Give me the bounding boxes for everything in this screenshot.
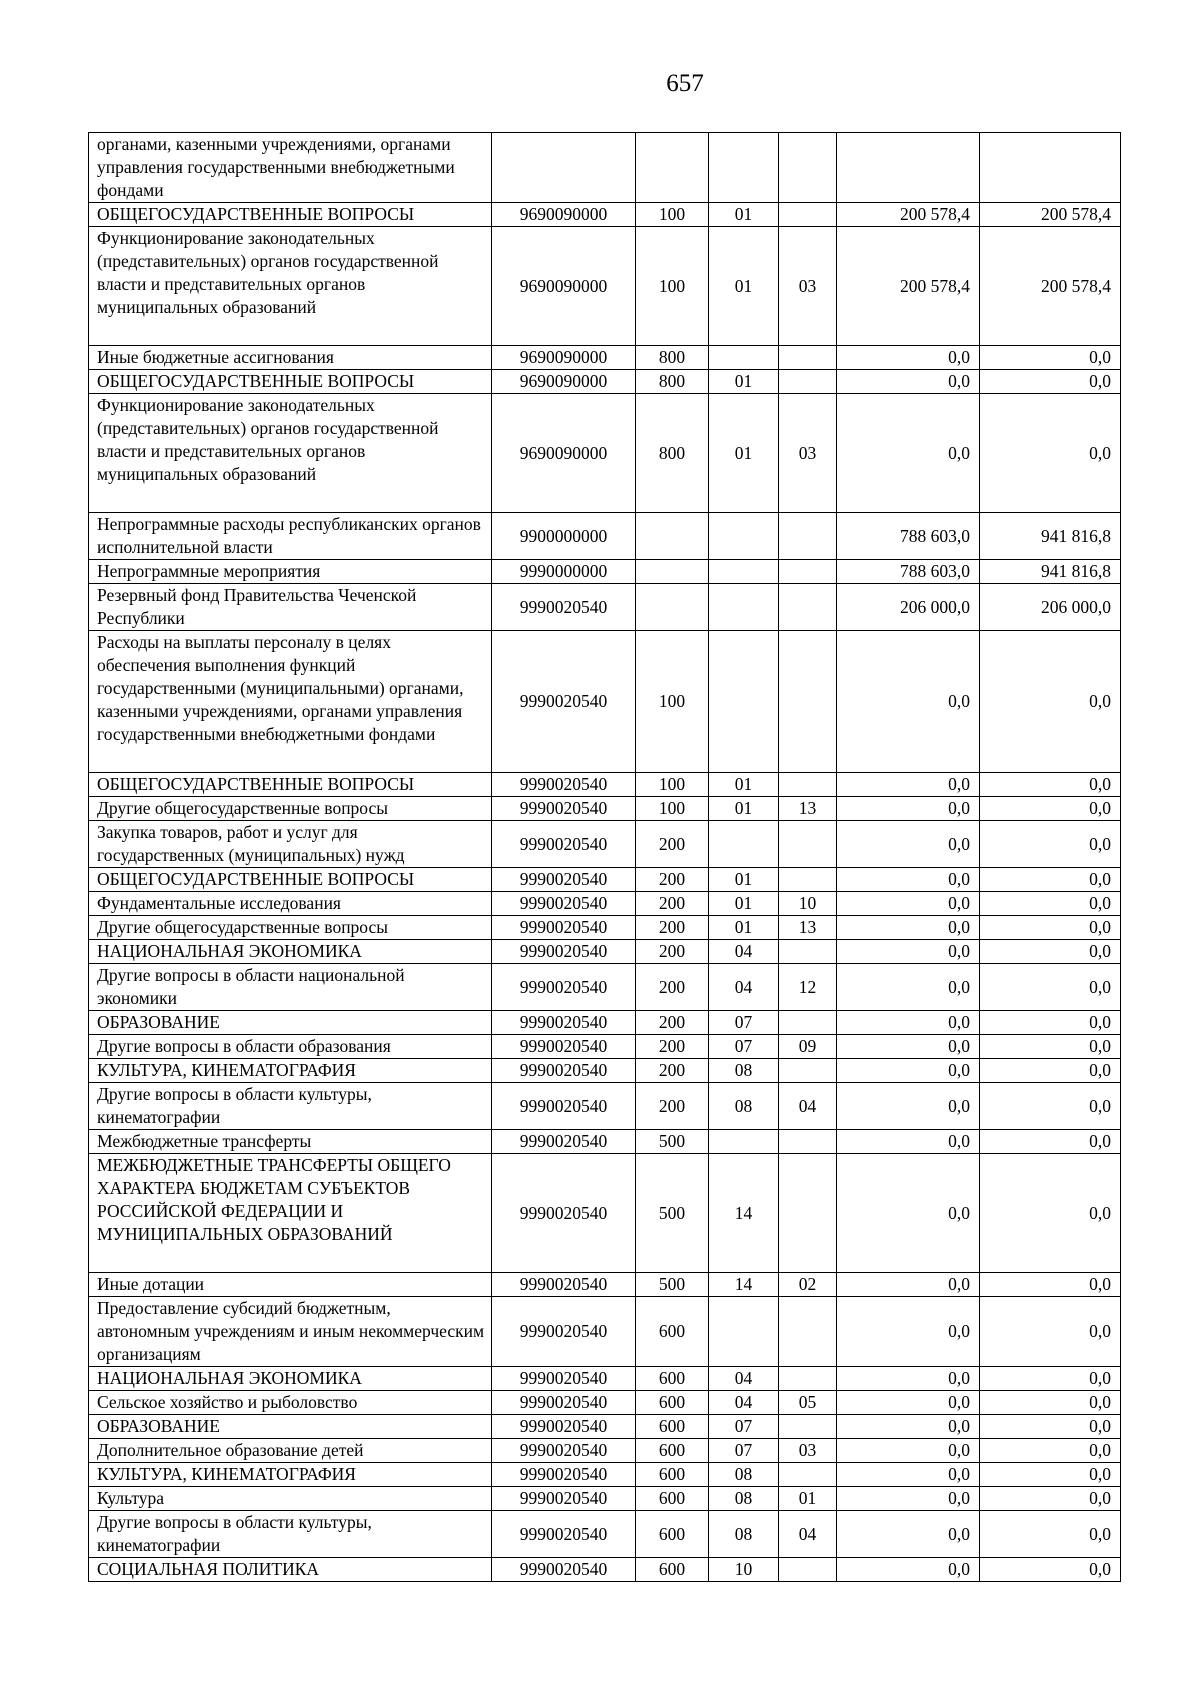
cell-subsection: 09 bbox=[779, 1035, 837, 1059]
cell-subsection: 10 bbox=[779, 892, 837, 916]
page-number: 657 bbox=[666, 70, 704, 97]
cell-amount-year-1: 0,0 bbox=[837, 394, 980, 513]
cell-expense-type: 600 bbox=[636, 1367, 709, 1391]
cell-expense-type: 600 bbox=[636, 1297, 709, 1367]
table-row bbox=[89, 1511, 1121, 1558]
cell-section: 08 bbox=[709, 1059, 779, 1083]
cell-name: органами, казенными учреждениями, органами управления государственными внебюджетными фондами bbox=[89, 133, 492, 203]
cell-name: ОБРАЗОВАНИЕ bbox=[89, 1011, 492, 1035]
table-row bbox=[89, 1463, 1121, 1487]
cell-amount-year-2: 206 000,0 bbox=[980, 584, 1121, 631]
cell-amount-year-2: 0,0 bbox=[980, 1558, 1121, 1582]
cell-target-article: 9990020540 bbox=[492, 631, 636, 773]
cell-target-article: 9990020540 bbox=[492, 1463, 636, 1487]
cell-expense-type: 200 bbox=[636, 892, 709, 916]
cell-amount-year-2: 0,0 bbox=[980, 631, 1121, 773]
cell-amount-year-2: 0,0 bbox=[980, 916, 1121, 940]
budget-table-wrapper bbox=[88, 132, 1121, 1582]
cell-expense-type: 100 bbox=[636, 203, 709, 227]
cell-name: Культура bbox=[89, 1487, 492, 1511]
table-row bbox=[89, 964, 1121, 1011]
cell-target-article: 9690090000 bbox=[492, 370, 636, 394]
cell-target-article: 9990020540 bbox=[492, 1273, 636, 1297]
cell-target-article: 9990020540 bbox=[492, 1059, 636, 1083]
cell-name: Другие общегосударственные вопросы bbox=[89, 797, 492, 821]
cell-target-article: 9690090000 bbox=[492, 227, 636, 346]
cell-target-article: 9990020540 bbox=[492, 1558, 636, 1582]
table-row bbox=[89, 1391, 1121, 1415]
cell-amount-year-2: 0,0 bbox=[980, 1511, 1121, 1558]
table-row bbox=[89, 513, 1121, 560]
cell-amount-year-1: 0,0 bbox=[837, 1367, 980, 1391]
cell-name: Функционирование законодательных (представительных) органов государственной власти и представительных органов муниципальных образований bbox=[89, 394, 492, 513]
cell-expense-type: 200 bbox=[636, 821, 709, 868]
cell-amount-year-1: 0,0 bbox=[837, 868, 980, 892]
cell-amount-year-1: 0,0 bbox=[837, 1059, 980, 1083]
table-row bbox=[89, 1011, 1121, 1035]
cell-expense-type: 100 bbox=[636, 227, 709, 346]
cell-subsection bbox=[779, 513, 837, 560]
table-row bbox=[89, 797, 1121, 821]
cell-amount-year-1: 0,0 bbox=[837, 1273, 980, 1297]
cell-amount-year-1: 788 603,0 bbox=[837, 513, 980, 560]
table-row bbox=[89, 773, 1121, 797]
cell-amount-year-1: 206 000,0 bbox=[837, 584, 980, 631]
cell-name: Другие вопросы в области культуры, кинематографии bbox=[89, 1083, 492, 1130]
cell-amount-year-1: 0,0 bbox=[837, 1415, 980, 1439]
cell-target-article: 9990020540 bbox=[492, 892, 636, 916]
cell-amount-year-1: 0,0 bbox=[837, 892, 980, 916]
cell-amount-year-1: 0,0 bbox=[837, 1391, 980, 1415]
cell-expense-type: 800 bbox=[636, 346, 709, 370]
cell-target-article: 9990020540 bbox=[492, 1511, 636, 1558]
cell-name: Иные бюджетные ассигнования bbox=[89, 346, 492, 370]
table-row bbox=[89, 868, 1121, 892]
cell-amount-year-2: 0,0 bbox=[980, 1487, 1121, 1511]
cell-amount-year-1: 0,0 bbox=[837, 1083, 980, 1130]
cell-subsection bbox=[779, 1297, 837, 1367]
cell-name: Иные дотации bbox=[89, 1273, 492, 1297]
table-row bbox=[89, 203, 1121, 227]
cell-subsection bbox=[779, 584, 837, 631]
table-row bbox=[89, 1154, 1121, 1273]
cell-amount-year-2: 0,0 bbox=[980, 346, 1121, 370]
cell-target-article: 9990020540 bbox=[492, 1297, 636, 1367]
cell-section bbox=[709, 631, 779, 773]
cell-name: Межбюджетные трансферты bbox=[89, 1130, 492, 1154]
cell-subsection: 03 bbox=[779, 1439, 837, 1463]
cell-section: 14 bbox=[709, 1273, 779, 1297]
cell-amount-year-1: 788 603,0 bbox=[837, 560, 980, 584]
cell-name: НАЦИОНАЛЬНАЯ ЭКОНОМИКА bbox=[89, 940, 492, 964]
cell-amount-year-2: 941 816,8 bbox=[980, 513, 1121, 560]
table-row bbox=[89, 1415, 1121, 1439]
cell-subsection bbox=[779, 370, 837, 394]
cell-name: ОБРАЗОВАНИЕ bbox=[89, 1415, 492, 1439]
table-row bbox=[89, 916, 1121, 940]
cell-amount-year-2: 0,0 bbox=[980, 797, 1121, 821]
cell-section: 10 bbox=[709, 1558, 779, 1582]
cell-expense-type: 600 bbox=[636, 1463, 709, 1487]
cell-name: Фундаментальные исследования bbox=[89, 892, 492, 916]
cell-target-article bbox=[492, 133, 636, 203]
cell-amount-year-2: 0,0 bbox=[980, 1439, 1121, 1463]
cell-target-article: 9990020540 bbox=[492, 1130, 636, 1154]
cell-subsection bbox=[779, 346, 837, 370]
cell-amount-year-1: 200 578,4 bbox=[837, 203, 980, 227]
cell-amount-year-2: 0,0 bbox=[980, 1011, 1121, 1035]
cell-subsection bbox=[779, 133, 837, 203]
table-row bbox=[89, 1130, 1121, 1154]
cell-subsection bbox=[779, 1415, 837, 1439]
cell-target-article: 9990000000 bbox=[492, 560, 636, 584]
cell-amount-year-1: 0,0 bbox=[837, 773, 980, 797]
cell-amount-year-1: 0,0 bbox=[837, 940, 980, 964]
cell-expense-type: 800 bbox=[636, 370, 709, 394]
cell-name: МЕЖБЮДЖЕТНЫЕ ТРАНСФЕРТЫ ОБЩЕГО ХАРАКТЕРА БЮДЖЕТАМ СУБЪЕКТОВ РОССИЙСКОЙ ФЕДЕРАЦИИ И МУНИЦИПАЛЬНЫХ ОБРАЗОВАНИЙ bbox=[89, 1154, 492, 1273]
cell-section: 01 bbox=[709, 892, 779, 916]
cell-expense-type bbox=[636, 584, 709, 631]
cell-target-article: 9990020540 bbox=[492, 1083, 636, 1130]
cell-amount-year-1: 0,0 bbox=[837, 1297, 980, 1367]
cell-section bbox=[709, 560, 779, 584]
cell-amount-year-2: 0,0 bbox=[980, 1154, 1121, 1273]
cell-amount-year-2 bbox=[980, 133, 1121, 203]
cell-subsection: 02 bbox=[779, 1273, 837, 1297]
cell-section bbox=[709, 1297, 779, 1367]
cell-section bbox=[709, 1130, 779, 1154]
cell-section: 01 bbox=[709, 203, 779, 227]
cell-expense-type: 500 bbox=[636, 1130, 709, 1154]
cell-expense-type: 200 bbox=[636, 1011, 709, 1035]
table-row bbox=[89, 1558, 1121, 1582]
cell-section: 04 bbox=[709, 940, 779, 964]
cell-target-article: 9990020540 bbox=[492, 773, 636, 797]
cell-name: ОБЩЕГОСУДАРСТВЕННЫЕ ВОПРОСЫ bbox=[89, 370, 492, 394]
cell-amount-year-2: 0,0 bbox=[980, 821, 1121, 868]
cell-name: Непрограммные мероприятия bbox=[89, 560, 492, 584]
cell-name: КУЛЬТУРА, КИНЕМАТОГРАФИЯ bbox=[89, 1463, 492, 1487]
cell-name: Другие общегосударственные вопросы bbox=[89, 916, 492, 940]
cell-section: 07 bbox=[709, 1011, 779, 1035]
table-row bbox=[89, 1439, 1121, 1463]
cell-amount-year-1: 0,0 bbox=[837, 821, 980, 868]
cell-expense-type: 200 bbox=[636, 1059, 709, 1083]
cell-expense-type: 800 bbox=[636, 394, 709, 513]
cell-amount-year-1: 0,0 bbox=[837, 631, 980, 773]
cell-amount-year-1: 0,0 bbox=[837, 346, 980, 370]
cell-target-article: 9990020540 bbox=[492, 1011, 636, 1035]
cell-amount-year-1: 0,0 bbox=[837, 1487, 980, 1511]
cell-name: Другие вопросы в области образования bbox=[89, 1035, 492, 1059]
cell-section: 04 bbox=[709, 964, 779, 1011]
cell-amount-year-1: 0,0 bbox=[837, 916, 980, 940]
cell-amount-year-2: 0,0 bbox=[980, 394, 1121, 513]
cell-expense-type bbox=[636, 133, 709, 203]
cell-name: ОБЩЕГОСУДАРСТВЕННЫЕ ВОПРОСЫ bbox=[89, 773, 492, 797]
cell-target-article: 9990020540 bbox=[492, 1367, 636, 1391]
cell-subsection bbox=[779, 1130, 837, 1154]
cell-amount-year-2: 200 578,4 bbox=[980, 203, 1121, 227]
cell-amount-year-2: 0,0 bbox=[980, 1035, 1121, 1059]
cell-amount-year-1: 0,0 bbox=[837, 1558, 980, 1582]
cell-expense-type: 600 bbox=[636, 1487, 709, 1511]
cell-amount-year-2: 0,0 bbox=[980, 1297, 1121, 1367]
cell-subsection bbox=[779, 1558, 837, 1582]
cell-section: 01 bbox=[709, 868, 779, 892]
cell-section: 07 bbox=[709, 1415, 779, 1439]
cell-name: Расходы на выплаты персоналу в целях обеспечения выполнения функций государственными (муниципальными) органами, казенными учреждениями, органами управления государственными внебюджетными фондами bbox=[89, 631, 492, 773]
cell-expense-type: 600 bbox=[636, 1415, 709, 1439]
table-row bbox=[89, 940, 1121, 964]
cell-section bbox=[709, 513, 779, 560]
cell-subsection bbox=[779, 631, 837, 773]
table-row bbox=[89, 1273, 1121, 1297]
cell-amount-year-2: 941 816,8 bbox=[980, 560, 1121, 584]
cell-section: 08 bbox=[709, 1463, 779, 1487]
cell-subsection: 12 bbox=[779, 964, 837, 1011]
cell-name: КУЛЬТУРА, КИНЕМАТОГРАФИЯ bbox=[89, 1059, 492, 1083]
table-row bbox=[89, 394, 1121, 513]
cell-amount-year-1: 0,0 bbox=[837, 964, 980, 1011]
cell-name: Непрограммные расходы республиканских органов исполнительной власти bbox=[89, 513, 492, 560]
table-row bbox=[89, 1367, 1121, 1391]
table-row bbox=[89, 1059, 1121, 1083]
cell-name: НАЦИОНАЛЬНАЯ ЭКОНОМИКА bbox=[89, 1367, 492, 1391]
cell-expense-type: 600 bbox=[636, 1558, 709, 1582]
cell-section: 14 bbox=[709, 1154, 779, 1273]
cell-target-article: 9990020540 bbox=[492, 1391, 636, 1415]
cell-amount-year-2: 0,0 bbox=[980, 370, 1121, 394]
cell-amount-year-1: 0,0 bbox=[837, 797, 980, 821]
cell-amount-year-2: 0,0 bbox=[980, 964, 1121, 1011]
cell-target-article: 9990020540 bbox=[492, 1035, 636, 1059]
cell-target-article: 9990020540 bbox=[492, 940, 636, 964]
cell-target-article: 9990020540 bbox=[492, 797, 636, 821]
cell-subsection: 04 bbox=[779, 1511, 837, 1558]
cell-name: ОБЩЕГОСУДАРСТВЕННЫЕ ВОПРОСЫ bbox=[89, 868, 492, 892]
cell-amount-year-2: 0,0 bbox=[980, 773, 1121, 797]
cell-section bbox=[709, 133, 779, 203]
cell-subsection bbox=[779, 773, 837, 797]
cell-amount-year-2: 0,0 bbox=[980, 868, 1121, 892]
cell-amount-year-2: 0,0 bbox=[980, 1463, 1121, 1487]
cell-amount-year-2: 0,0 bbox=[980, 892, 1121, 916]
cell-amount-year-2: 0,0 bbox=[980, 1130, 1121, 1154]
cell-amount-year-1: 0,0 bbox=[837, 1035, 980, 1059]
table-row bbox=[89, 1083, 1121, 1130]
cell-section: 04 bbox=[709, 1367, 779, 1391]
cell-name: ОБЩЕГОСУДАРСТВЕННЫЕ ВОПРОСЫ bbox=[89, 203, 492, 227]
table-row bbox=[89, 227, 1121, 346]
cell-expense-type: 100 bbox=[636, 773, 709, 797]
cell-target-article: 9990020540 bbox=[492, 1154, 636, 1273]
cell-amount-year-2: 0,0 bbox=[980, 1059, 1121, 1083]
cell-expense-type: 200 bbox=[636, 916, 709, 940]
cell-expense-type: 200 bbox=[636, 964, 709, 1011]
cell-target-article: 9990020540 bbox=[492, 1415, 636, 1439]
cell-amount-year-2: 0,0 bbox=[980, 1391, 1121, 1415]
cell-expense-type: 500 bbox=[636, 1154, 709, 1273]
cell-expense-type: 200 bbox=[636, 1083, 709, 1130]
cell-subsection: 03 bbox=[779, 227, 837, 346]
cell-name: Дополнительное образование детей bbox=[89, 1439, 492, 1463]
cell-subsection bbox=[779, 1367, 837, 1391]
cell-section bbox=[709, 346, 779, 370]
cell-target-article: 9990020540 bbox=[492, 1439, 636, 1463]
cell-target-article: 9900000000 bbox=[492, 513, 636, 560]
table-row bbox=[89, 560, 1121, 584]
cell-name: Другие вопросы в области национальной экономики bbox=[89, 964, 492, 1011]
cell-target-article: 9990020540 bbox=[492, 1487, 636, 1511]
cell-section: 01 bbox=[709, 227, 779, 346]
cell-expense-type: 200 bbox=[636, 1035, 709, 1059]
cell-expense-type: 100 bbox=[636, 797, 709, 821]
cell-amount-year-1: 0,0 bbox=[837, 1154, 980, 1273]
cell-subsection bbox=[779, 868, 837, 892]
cell-subsection bbox=[779, 1463, 837, 1487]
cell-amount-year-1: 0,0 bbox=[837, 1511, 980, 1558]
cell-subsection: 13 bbox=[779, 797, 837, 821]
cell-subsection: 01 bbox=[779, 1487, 837, 1511]
cell-amount-year-1: 0,0 bbox=[837, 1130, 980, 1154]
cell-expense-type: 600 bbox=[636, 1439, 709, 1463]
table-row bbox=[89, 631, 1121, 773]
cell-target-article: 9690090000 bbox=[492, 346, 636, 370]
cell-expense-type: 100 bbox=[636, 631, 709, 773]
cell-expense-type: 600 bbox=[636, 1511, 709, 1558]
cell-subsection bbox=[779, 1011, 837, 1035]
cell-section: 01 bbox=[709, 370, 779, 394]
cell-subsection bbox=[779, 1059, 837, 1083]
cell-amount-year-2: 0,0 bbox=[980, 1273, 1121, 1297]
cell-target-article: 9990020540 bbox=[492, 821, 636, 868]
cell-amount-year-2: 0,0 bbox=[980, 940, 1121, 964]
table-row bbox=[89, 584, 1121, 631]
cell-subsection: 13 bbox=[779, 916, 837, 940]
table-row bbox=[89, 821, 1121, 868]
cell-name: Предоставление субсидий бюджетным, автономным учреждениям и иным некоммерческим организациям bbox=[89, 1297, 492, 1367]
cell-amount-year-2: 200 578,4 bbox=[980, 227, 1121, 346]
cell-section bbox=[709, 821, 779, 868]
table-row bbox=[89, 370, 1121, 394]
cell-target-article: 9990020540 bbox=[492, 964, 636, 1011]
cell-expense-type: 500 bbox=[636, 1273, 709, 1297]
cell-amount-year-2: 0,0 bbox=[980, 1415, 1121, 1439]
cell-subsection: 04 bbox=[779, 1083, 837, 1130]
cell-section: 08 bbox=[709, 1487, 779, 1511]
cell-amount-year-1: 0,0 bbox=[837, 1463, 980, 1487]
cell-amount-year-1 bbox=[837, 133, 980, 203]
table-row bbox=[89, 1035, 1121, 1059]
cell-target-article: 9990020540 bbox=[492, 868, 636, 892]
cell-target-article: 9690090000 bbox=[492, 394, 636, 513]
cell-section: 08 bbox=[709, 1511, 779, 1558]
cell-subsection bbox=[779, 560, 837, 584]
cell-subsection: 03 bbox=[779, 394, 837, 513]
table-row bbox=[89, 892, 1121, 916]
cell-expense-type bbox=[636, 560, 709, 584]
cell-expense-type bbox=[636, 513, 709, 560]
table-row bbox=[89, 1487, 1121, 1511]
cell-expense-type: 600 bbox=[636, 1391, 709, 1415]
cell-section: 01 bbox=[709, 916, 779, 940]
cell-amount-year-1: 0,0 bbox=[837, 1439, 980, 1463]
cell-name: Функционирование законодательных (представительных) органов государственной власти и представительных органов муниципальных образований bbox=[89, 227, 492, 346]
cell-amount-year-2: 0,0 bbox=[980, 1083, 1121, 1130]
cell-section: 01 bbox=[709, 394, 779, 513]
cell-section: 04 bbox=[709, 1391, 779, 1415]
cell-name: Другие вопросы в области культуры, кинематографии bbox=[89, 1511, 492, 1558]
cell-section: 08 bbox=[709, 1083, 779, 1130]
cell-section: 01 bbox=[709, 797, 779, 821]
budget-table bbox=[88, 132, 1121, 1582]
cell-target-article: 9990020540 bbox=[492, 584, 636, 631]
cell-subsection bbox=[779, 821, 837, 868]
cell-name: СОЦИАЛЬНАЯ ПОЛИТИКА bbox=[89, 1558, 492, 1582]
cell-section: 01 bbox=[709, 773, 779, 797]
table-row bbox=[89, 133, 1121, 203]
cell-name: Закупка товаров, работ и услуг для государственных (муниципальных) нужд bbox=[89, 821, 492, 868]
cell-subsection bbox=[779, 203, 837, 227]
cell-expense-type: 200 bbox=[636, 868, 709, 892]
cell-amount-year-2: 0,0 bbox=[980, 1367, 1121, 1391]
cell-amount-year-1: 0,0 bbox=[837, 370, 980, 394]
cell-subsection: 05 bbox=[779, 1391, 837, 1415]
cell-section bbox=[709, 584, 779, 631]
cell-subsection bbox=[779, 940, 837, 964]
cell-expense-type: 200 bbox=[636, 940, 709, 964]
table-row bbox=[89, 346, 1121, 370]
cell-section: 07 bbox=[709, 1439, 779, 1463]
budget-table-body bbox=[89, 133, 1121, 1582]
cell-subsection bbox=[779, 1154, 837, 1273]
cell-name: Резервный фонд Правительства Чеченской Республики bbox=[89, 584, 492, 631]
cell-amount-year-1: 0,0 bbox=[837, 1011, 980, 1035]
table-row bbox=[89, 1297, 1121, 1367]
cell-name: Сельское хозяйство и рыболовство bbox=[89, 1391, 492, 1415]
cell-amount-year-1: 200 578,4 bbox=[837, 227, 980, 346]
cell-target-article: 9990020540 bbox=[492, 916, 636, 940]
cell-section: 07 bbox=[709, 1035, 779, 1059]
cell-target-article: 9690090000 bbox=[492, 203, 636, 227]
